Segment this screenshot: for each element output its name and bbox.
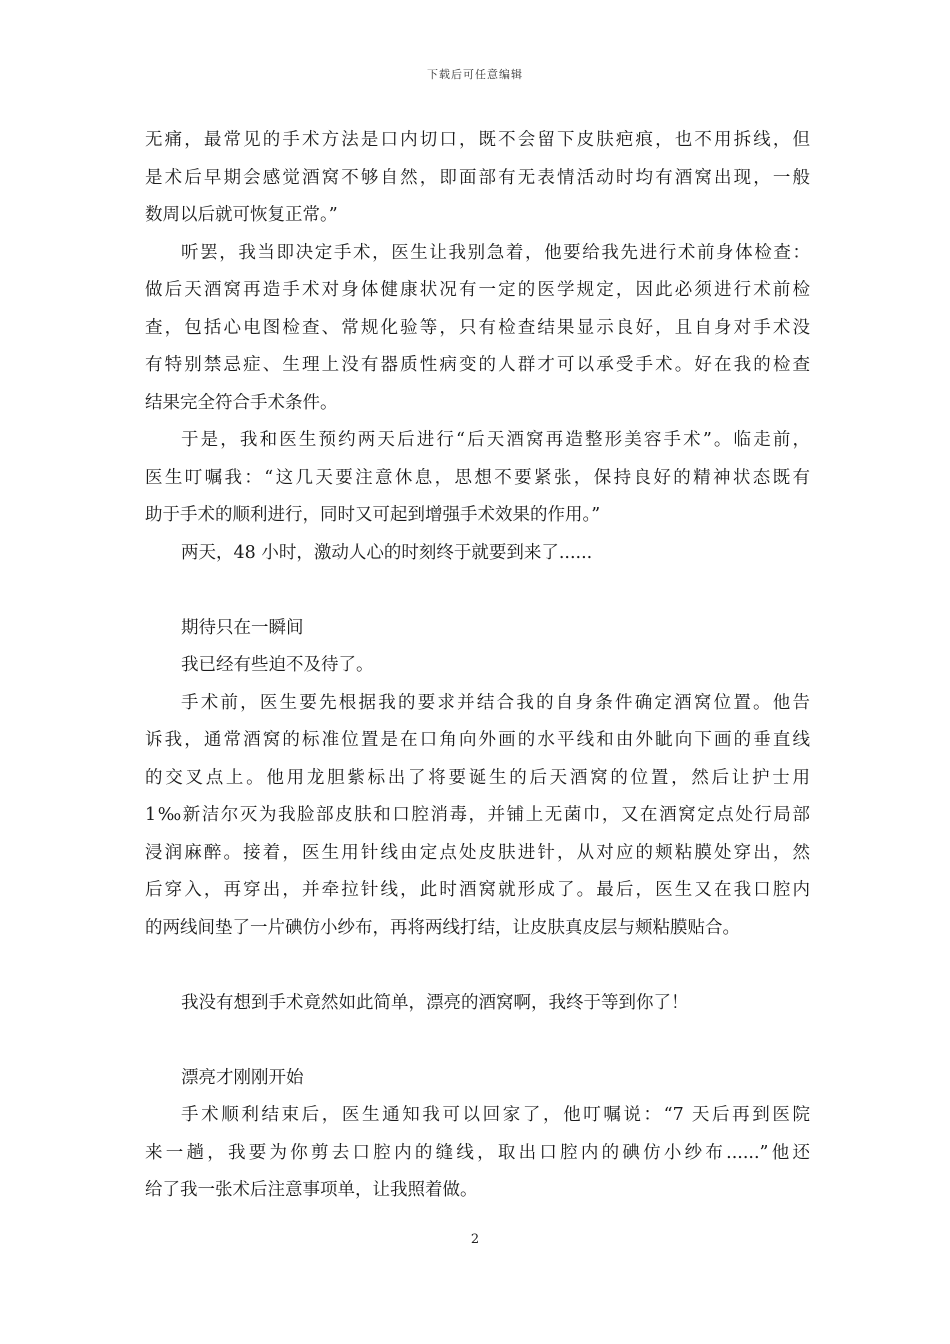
paragraph-line: 的两线间垫了一片碘仿小纱布，再将两线打结，让皮肤真皮层与颊粘膜贴合。 (145, 917, 740, 938)
blank-line (145, 572, 810, 610)
paragraph-line: 有特别禁忌症、生理上没有器质性病变的人群才可以承受手术。好在我的检查 (145, 355, 810, 375)
section-heading: 漂亮才刚刚开始 (181, 1067, 304, 1088)
paragraph-line: 结果完全符合手术条件。 (145, 392, 338, 413)
paragraph-line: 做后天酒窝再造手术对身体健康状况有一定的医学规定，因此必须进行术前检 (145, 280, 810, 300)
paragraph-line: 查，包括心电图检查、常规化验等，只有检查结果显示良好，且自身对手术没 (145, 317, 810, 338)
blank-line (145, 1022, 810, 1060)
paragraph-line: 医生叮嘱我：“这几天要注意休息，思想不要紧张，保持良好的精神状态既有 (145, 467, 810, 488)
paragraph-line: 我没有想到手术竟然如此简单，漂亮的酒窝啊，我终于等到你了！ (181, 992, 689, 1013)
paragraph-line: 1‰新洁尔灭为我脸部皮肤和口腔消毒，并铺上无菌巾，又在酒窝定点处行局部 (145, 805, 810, 825)
document-body (145, 122, 810, 1210)
section-heading: 期待只在一瞬间 (181, 617, 304, 638)
paragraph-line: 手术顺利结束后，医生通知我可以回家了，他叮嘱说：“7 天后再到医院 (181, 1105, 810, 1125)
paragraph-line: 助于手术的顺利进行，同时又可起到增强手术效果的作用。” (145, 505, 601, 525)
page-number: 2 (470, 1232, 480, 1247)
paragraph-line: 给了我一张术后注意事项单，让我照着做。 (145, 1180, 478, 1200)
paragraph-line: 我已经有些迫不及待了。 (181, 655, 374, 675)
paragraph-line: 来一趟，我要为你剪去口腔内的缝线，取出口腔内的碘仿小纱布......”他还 (145, 1142, 810, 1163)
paragraph-line: 无痛，最常见的手术方法是口内切口，既不会留下皮肤疤痕，也不用拆线，但 (145, 130, 810, 150)
blank-line (145, 947, 810, 985)
paragraph-line: 浸润麻醉。接着，医生用针线由定点处皮肤进针，从对应的颊粘膜处穿出，然 (145, 842, 810, 863)
paragraph-line: 两天，48 小时，激动人心的时刻终于就要到来了...... (181, 542, 593, 563)
paragraph-line: 数周以后就可恢复正常。” (145, 205, 338, 225)
paragraph-line: 于是，我和医生预约两天后进行“后天酒窝再造整形美容手术”。临走前， (181, 430, 810, 450)
paragraph-line: 诉我，通常酒窝的标准位置是在口角向外画的水平线和由外眦向下画的垂直线 (145, 730, 810, 750)
paragraph-line: 手术前，医生要先根据我的要求并结合我的自身条件确定酒窝位置。他告 (181, 692, 810, 713)
paragraph-line: 后穿入，再穿出，并牵拉针线，此时酒窝就形成了。最后，医生又在我口腔内 (145, 880, 810, 900)
paragraph-line: 是术后早期会感觉酒窝不够自然，即面部有无表情活动时均有酒窝出现，一般 (145, 167, 810, 188)
paragraph-line: 的交叉点上。他用龙胆紫标出了将要诞生的后天酒窝的位置，然后让护士用 (145, 767, 810, 788)
paragraph-line: 听罢，我当即决定手术，医生让我别急着，他要给我先进行术前身体检查： (181, 242, 810, 263)
page-header: 下载后可任意编辑 (427, 68, 523, 81)
